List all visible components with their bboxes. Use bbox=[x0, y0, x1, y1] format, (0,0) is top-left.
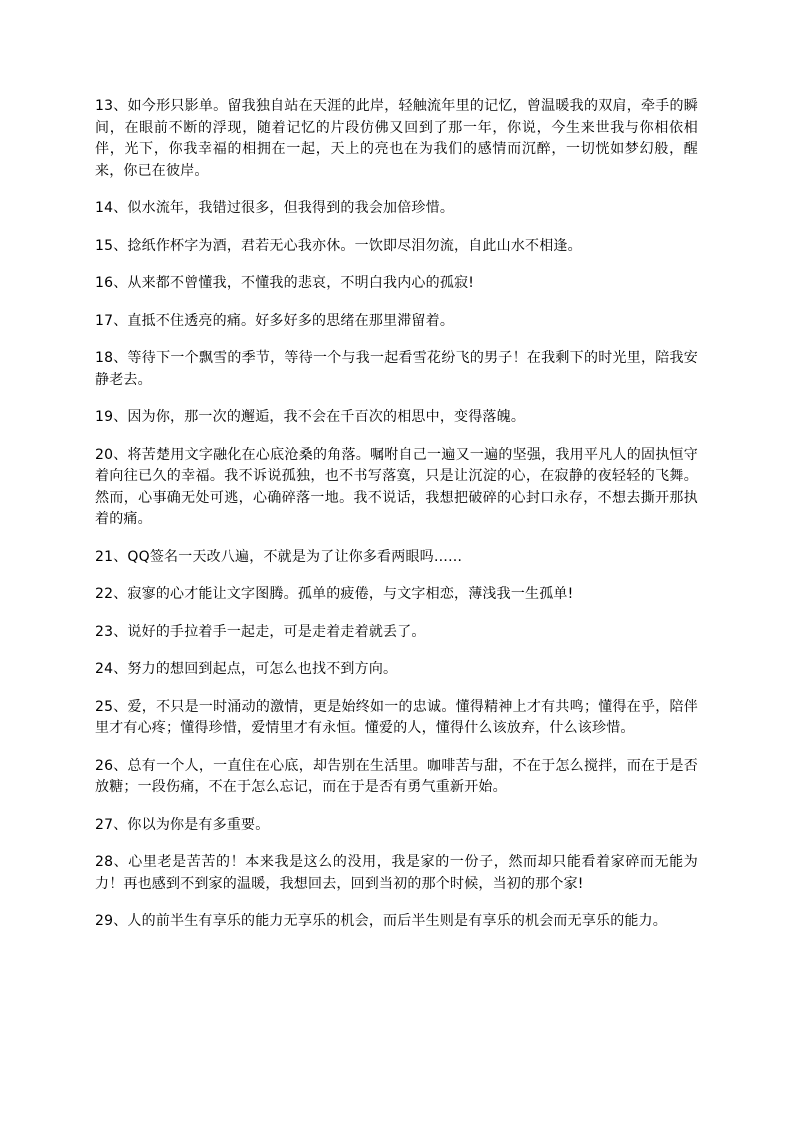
paragraph-24: 24、努力的想回到起点，可怎么也找不到方向。 bbox=[95, 661, 398, 677]
paragraph-27: 27、你以为你是有多重要。 bbox=[95, 816, 270, 833]
paragraph-20: 20、将苦楚用文字融化在心底沧桑的角落。嘱咐自己一遍又一遍的坚强，我用平凡人的固执恒守着向往已久的幸福。我不诉说孤独，也不书写落寞，只是让沉淀的心，在寂静的夜轻轻的飞舞。然而，心事确无处可逃，心确碎落一地。我不说话，我想把破碎的心封口永存，不想去撕开那执着的痛。 bbox=[95, 446, 698, 527]
paragraph-16: 16、从来都不曾懂我，不懂我的悲哀，不明白我内心的孤寂! bbox=[95, 275, 475, 291]
paragraph-25: 25、爱，不只是一时涌动的激情，更是始终如一的忠诚。懂得精神上才有共鸣；懂得在乎，陪伴里才有心疼；懂得珍惜，爱情里才有永恒。懂爱的人，懂得什么该放弃，什么该珍惜。 bbox=[95, 698, 698, 736]
paragraph-28: 28、心里老是苦苦的！本来我是这么的没用，我是家的一份子，然而却只能看着家碎而无能为力！再也感到不到家的温暖，我想回去，回到当初的那个时候，当初的那个家! bbox=[95, 854, 698, 892]
document-body bbox=[95, 96, 698, 949]
paragraph-15: 15、捻纸作杯字为酒，君若无心我亦休。一饮即尽泪勿流，自此山水不相逢。 bbox=[95, 237, 582, 254]
paragraph-21: 21、QQ签名一天改八遍，不就是为了让你多看两眼吗…… bbox=[95, 548, 463, 565]
paragraph-13: 13、如今形只影单。留我独自站在天涯的此岸，轻触流年里的记忆，曾温暖我的双肩，牵手的瞬间，在眼前不断的浮现，随着记忆的片段仿佛又回到了那一年，你说，今生来世我与你相依相伴，光下，你我幸福的相拥在一起，天上的亮也在为我们的感情而沉醉，一切恍如梦幻般，醒来，你已在彼岸。 bbox=[95, 98, 698, 179]
paragraph-29: 29、人的前半生有享乐的能力无享乐的机会，而后半生则是有享乐的机会而无享乐的能力。 bbox=[95, 913, 668, 929]
paragraph-26: 26、总有一个人，一直住在心底，却告别在生活里。咖啡苦与甜，不在于怎么搅拌，而在于是否放糖；一段伤痛，不在于怎么忘记，而在于是否有勇气重新开始。 bbox=[95, 757, 698, 795]
paragraph-22: 22、寂寥的心才能让文字图腾。孤单的疲倦，与文字相恋，薄浅我一生孤单! bbox=[95, 586, 574, 602]
paragraph-23: 23、说好的手拉着手一起走，可是走着走着就丢了。 bbox=[95, 623, 426, 640]
paragraph-14: 14、似水流年，我错过很多，但我得到的我会加倍珍惜。 bbox=[95, 200, 455, 216]
paragraph-17: 17、直抵不住透亮的痛。好多好多的思绪在那里滞留着。 bbox=[95, 312, 455, 329]
paragraph-19: 19、因为你，那一次的邂逅，我不会在千百次的相思中，变得落魄。 bbox=[95, 409, 526, 425]
paragraph-18: 18、等待下一个飘雪的季节，等待一个与我一起看雪花纷飞的男子！在我剩下的时光里，陪我安静老去。 bbox=[95, 350, 698, 388]
